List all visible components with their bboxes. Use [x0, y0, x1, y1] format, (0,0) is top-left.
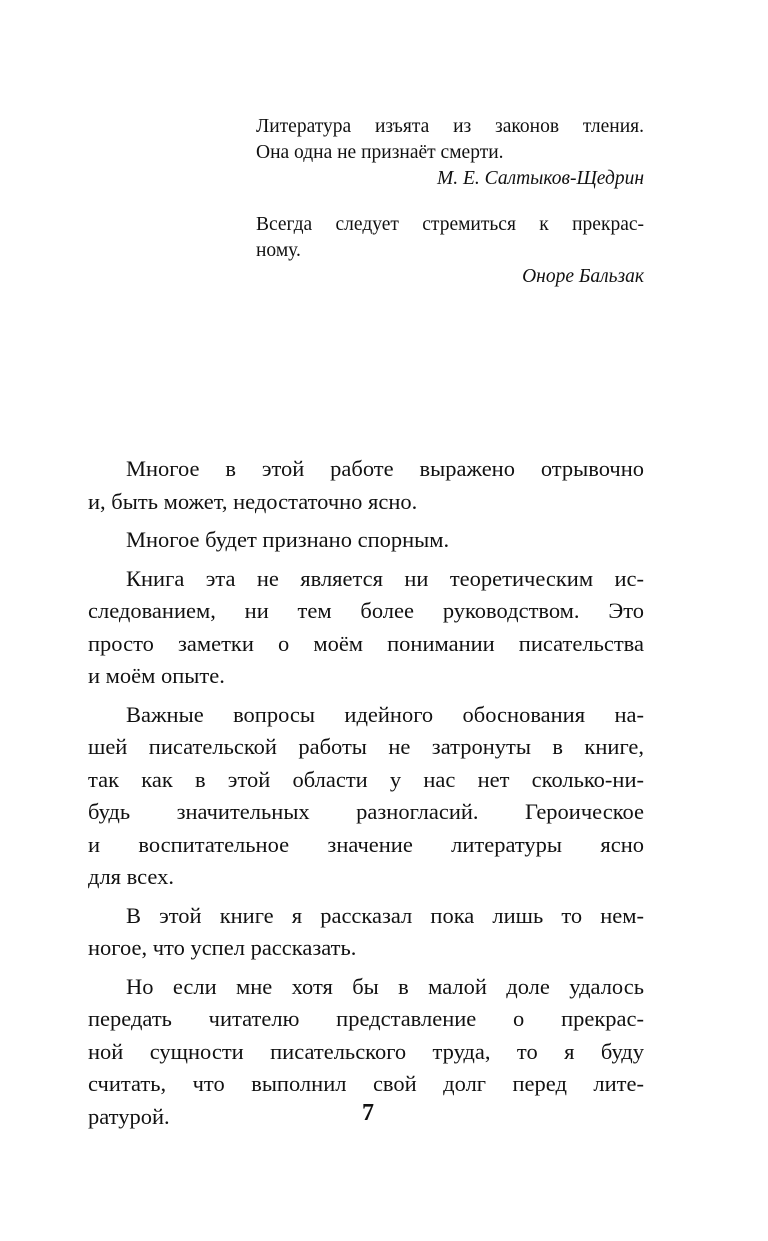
text-line: ратурой. [88, 1103, 170, 1129]
epigraph-line: Литература изъята из законов тления. [256, 116, 644, 137]
text-line: следованием, ни тем более руководством. Это [88, 598, 644, 623]
text-line: Книга эта не является ни теоретическим ис- [126, 565, 644, 591]
text-line: просто заметки о моём понимании писательства [88, 630, 644, 656]
text-line: шей писательской работы не затронуты в книге, [88, 734, 644, 759]
text-line: ной сущности писательского труда, то я буду [88, 1038, 644, 1064]
text-line: будь значительных разногласий. Героическое [88, 799, 644, 824]
epigraph-saltykov [256, 114, 644, 192]
text-line: ногое, что успел рассказать. [88, 935, 357, 960]
text-line: так как в этой области у нас нет сколько-ни- [88, 766, 644, 792]
paragraph [88, 900, 644, 965]
paragraph [88, 563, 644, 693]
text-line: Но если мне хотя бы в малой доле удалось [126, 973, 644, 999]
text-line: и, быть может, недостаточно ясно. [88, 488, 418, 514]
paragraph [88, 699, 644, 894]
epigraphs [256, 114, 644, 310]
text-line: Многое будет признано спорным. [126, 527, 450, 552]
text-line: для всех. [88, 864, 174, 889]
text-line: В этой книге я рассказал пока лишь то нем- [126, 902, 644, 928]
epigraph-attribution: М. Е. Салтыков-Щедрин [437, 168, 644, 189]
paragraph [88, 453, 644, 518]
epigraph-line: Она одна не признаёт смерти. [256, 142, 504, 163]
text-line: Важные вопросы идейного обоснования на- [126, 701, 644, 727]
page-number: 7 [362, 1100, 374, 1126]
text-line: передать читателю представление о прекрас- [88, 1006, 644, 1031]
epigraph-attribution: Оноре Бальзак [522, 266, 644, 287]
epigraph-line: ному. [256, 240, 301, 261]
body-text [88, 453, 644, 1139]
paragraph [88, 524, 644, 557]
text-line: и моём опыте. [88, 663, 225, 688]
text-line: считать, что выполнил свой долг перед лите- [88, 1071, 644, 1096]
epigraph-line: Всегда следует стремиться к прекрас- [256, 214, 644, 235]
text-line: и воспитательное значение литературы ясно [88, 831, 644, 857]
epigraph-balzac [256, 212, 644, 290]
text-line: Многое в этой работе выражено отрывочно [126, 456, 644, 481]
